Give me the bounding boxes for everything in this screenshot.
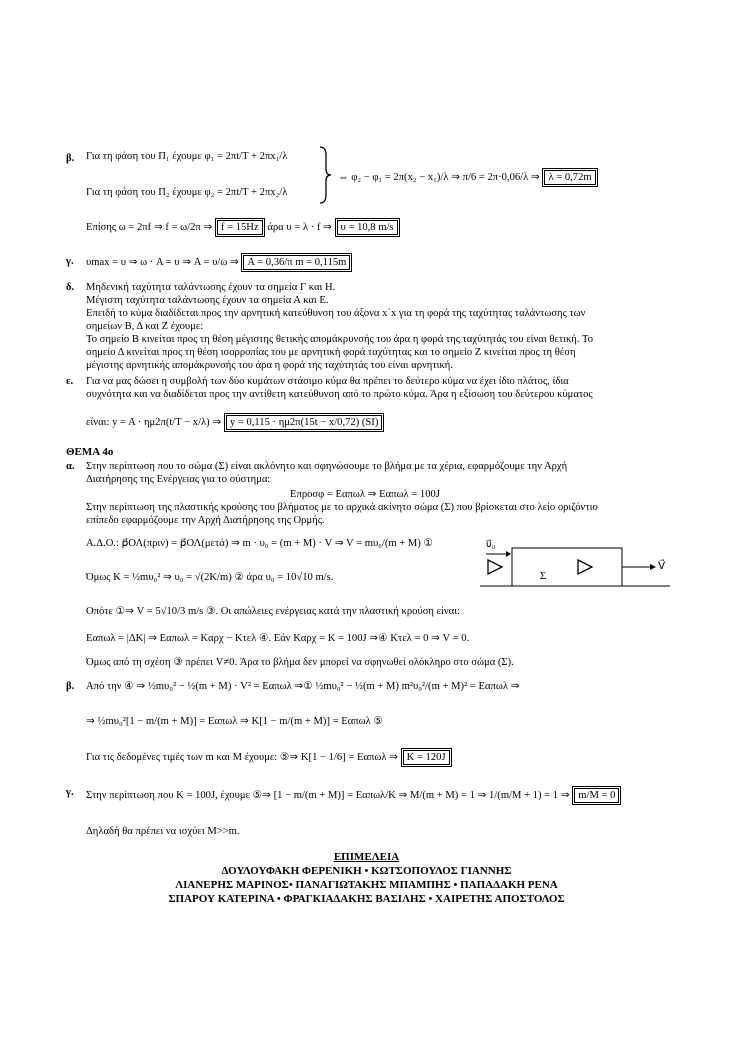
credits-line-1: ΔΟΥΛΟΥΦΑΚΗ ΦΕΡΕΝΙΚΗ • ΚΩΤΣΟΠΟΥΛΟΣ ΓΙΑΝΝΗΣ bbox=[221, 865, 512, 877]
gamma2-line-2: Δηλαδή θα πρέπει να ισχύει M>>m. bbox=[86, 826, 240, 837]
beta2-line-2: ⇒ ½mυ₀²[1 − m/(m + M)] = Eαπωλ ⇒ K[1 − m/(m + M)] = Eαπωλ ⑤ bbox=[86, 716, 383, 727]
right-brace-icon bbox=[318, 145, 332, 205]
label-delta: δ. bbox=[66, 282, 75, 293]
delta-line-7: μέγιστης αρνητικής απομάκρυνσής του άρα η φορά της ταχύτητάς του είναι αρνητική. bbox=[86, 360, 453, 371]
delta-line-5: Το σημείο Β κινείται προς τη θέση μέγιστης θετικής απομάκρυνσής του άρα η φορά της ταχύτητάς του είναι θετική. Το bbox=[86, 334, 593, 345]
beta2-line-1: Από την ④ ⇒ ½mυ₀² − ½(m + M) · V² = Eαπωλ ⇒① ½mυ₀² − ½(m + M) m²υ₀²/(m + M)² = Eαπωλ ⇒ bbox=[86, 681, 520, 692]
delta-line-1: Μηδενική ταχύτητα ταλάντωσης έχουν τα σημεία Γ και Η. bbox=[86, 282, 336, 293]
delta-line-6: σημείο Δ κινείται προς τη θέση ισορροπίας του με αρνητική φορά ταχύτητας και το σημείο Ζ κινείται προς τη θέση bbox=[86, 347, 576, 358]
frequency-result: f = 15Hz bbox=[215, 218, 265, 237]
credits-title: ΕΠΙΜΕΛΕΙΑ bbox=[333, 851, 400, 863]
collision-figure bbox=[480, 538, 670, 593]
label-beta: β. bbox=[66, 153, 75, 164]
wave-equation-line: είναι: y = A · ημ2π(t/T − x/λ) ⇒ y = 0,115 · ημ2π(15t − x/0,72) (SI) bbox=[86, 413, 384, 432]
gamma2-line-1: Στην περίπτωση που K = 100J, έχουμε ⑤⇒ [1 − m/(m + M)] = Eαπωλ/K ⇒ M/(m + M) = 1 ⇒ 1/(m/M + 1) = 1 ⇒ m/M = 0 bbox=[86, 786, 621, 805]
kinetic-energy-result: K = 120J bbox=[401, 748, 452, 767]
final-velocity-label: V⃗ bbox=[658, 561, 666, 572]
phase1-equation: Για τη φάση του Π₁ έχουμε φ₁ = 2πt/T + 2πx₁/λ bbox=[86, 151, 288, 162]
label-alpha: α. bbox=[66, 461, 75, 472]
initial-velocity-label: υ⃗₀ bbox=[486, 539, 496, 550]
credits-line-3: ΣΠΑΡΟΥ ΚΑΤΕΡΙΝΑ • ΦΡΑΓΚΙΑΔΑΚΗΣ ΒΑΣΙΛΗΣ • ΧΑΙΡΕΤΗΣ ΑΠΟΣΤΟΛΟΣ bbox=[168, 893, 565, 905]
phase2-equation: Για τη φάση του Π₂ έχουμε φ₂ = 2πt/T + 2πx₂/λ bbox=[86, 187, 288, 198]
label-gamma: γ. bbox=[66, 256, 74, 267]
delta-line-4: σημείων Β, Δ και Ζ έχουμε: bbox=[86, 321, 204, 332]
phase-difference-equation: ⇔ φ₂ − φ₁ = 2π(x₂ − x₁)/λ ⇒ π/6 = 2π·0,06/λ ⇒ λ = 0,72m bbox=[338, 168, 598, 187]
momentum-conservation: Α.Δ.Ο.: p⃗ΟΛ(πριν) = p⃗ΟΛ(μετά) ⇒ m · υ₀ = (m + M) · V ⇒ V = mυ₀/(m + M) ① bbox=[86, 538, 434, 549]
label-epsilon: ε. bbox=[66, 376, 74, 387]
credits-line-2: ΛΙΑΝΕΡΗΣ ΜΑΡΙΝΟΣ• ΠΑΝΑΓΙΩΤΑΚΗΣ ΜΠΑΜΠΗΣ • ΠΑΠΑΔΑΚΗ ΡΕΝΑ bbox=[175, 879, 558, 891]
epsilon-line-2: συχνότητα και να διαδίδεται προς την αντίθετη κατεύθυνση από το πρώτο κύμα. Άρα η εξίσωση του δεύτερου κύματος bbox=[86, 389, 593, 400]
alpha-line-4: επίπεδο εφαρμόζουμε την Αρχή Διατήρησης της Ορμής. bbox=[86, 515, 325, 526]
delta-line-3: Επειδή το κύμα διαδίδεται προς την αρνητική κατεύθυνση του άξονα x΄x για τη φορά της ταχύτητας ταλάντωσης των bbox=[86, 308, 586, 319]
section-title: ΘΕΜΑ 4ο bbox=[66, 446, 114, 458]
epsilon-line-1: Για να μας δώσει η συμβολή των δύο κυμάτων στάσιμο κύμα θα πρέπει το δεύτερο κύμα να έχει ίδιο πλάτος, ίδια bbox=[86, 376, 569, 387]
energy-loss-line: Eαπωλ = |ΔK| ⇒ Eαπωλ = Kαρχ − Kτελ ④. Εάν Kαρχ = K = 100J ⇒④ Kτελ = 0 ⇒ V = 0. bbox=[86, 633, 470, 644]
lambda-result: λ = 0,72m bbox=[542, 168, 597, 187]
alpha-line-1: Στην περίπτωση που το σώμα (Σ) είναι ακλόνητο και σφηνώσουμε το βλήμα με τα χέρια, εφαρμόζουμε την Αρχή bbox=[86, 461, 568, 472]
mass-ratio-result: m/M = 0 bbox=[572, 786, 621, 805]
beta2-line-3: Για τις δεδομένες τιμές των m και M έχουμε: ⑤⇒ K[1 − 1/6] = Eαπωλ ⇒ K = 120J bbox=[86, 748, 452, 767]
amplitude-line: υmax = υ ⇒ ω · A = υ ⇒ A = υ/ω ⇒ A = 0,36/π m = 0,115m bbox=[86, 253, 352, 272]
velocity-result: υ = 10,8 m/s bbox=[335, 218, 400, 237]
frequency-line: Επίσης ω = 2πf ⇒ f = ω/2π ⇒ f = 15Hz άρα υ = λ · f ⇒ υ = 10,8 m/s bbox=[86, 218, 400, 237]
delta-line-2: Μέγιστη ταχύτητα ταλάντωσης έχουν τα σημεία Α και Ε. bbox=[86, 295, 329, 306]
energy-conservation: Eπροσφ = Eαπωλ ⇒ Eαπωλ = 100J bbox=[290, 489, 440, 500]
alpha-line-3: Στην περίπτωση της πλαστικής κρούσης του βλήματος με το αρχικά ακίνητο σώμα (Σ) που βρίσκεται στο λείο οριζόντιο bbox=[86, 502, 598, 513]
alpha-line-2: Διατήρησης της Ενέργειας για το σύστημα: bbox=[86, 474, 271, 485]
label-beta-2: β. bbox=[66, 681, 75, 692]
wave-equation-result: y = 0,115 · ημ2π(15t − x/0,72) (SI) bbox=[224, 413, 384, 432]
body-sigma-label: Σ bbox=[540, 571, 547, 582]
alpha-conclusion: Όμως από τη σχέση ③ πρέπει V≠0. Άρα το βλήμα δεν μπορεί να σφηνωθεί ολόκληρο στο σώμα (Σ). bbox=[86, 657, 514, 668]
velocity-after-line: Οπότε ①⇒ V = 5√10/3 m/s ③. Οι απώλειες ενέργειας κατά την πλαστική κρούση είναι: bbox=[86, 606, 461, 617]
amplitude-result: A = 0,36/π m = 0,115m bbox=[241, 253, 352, 272]
kinetic-energy-line: Όμως K = ½mυ₀² ⇒ υ₀ = √(2K/m) ② άρα υ₀ = 10√10 m/s. bbox=[86, 572, 334, 583]
label-gamma-2: γ. bbox=[66, 787, 74, 798]
